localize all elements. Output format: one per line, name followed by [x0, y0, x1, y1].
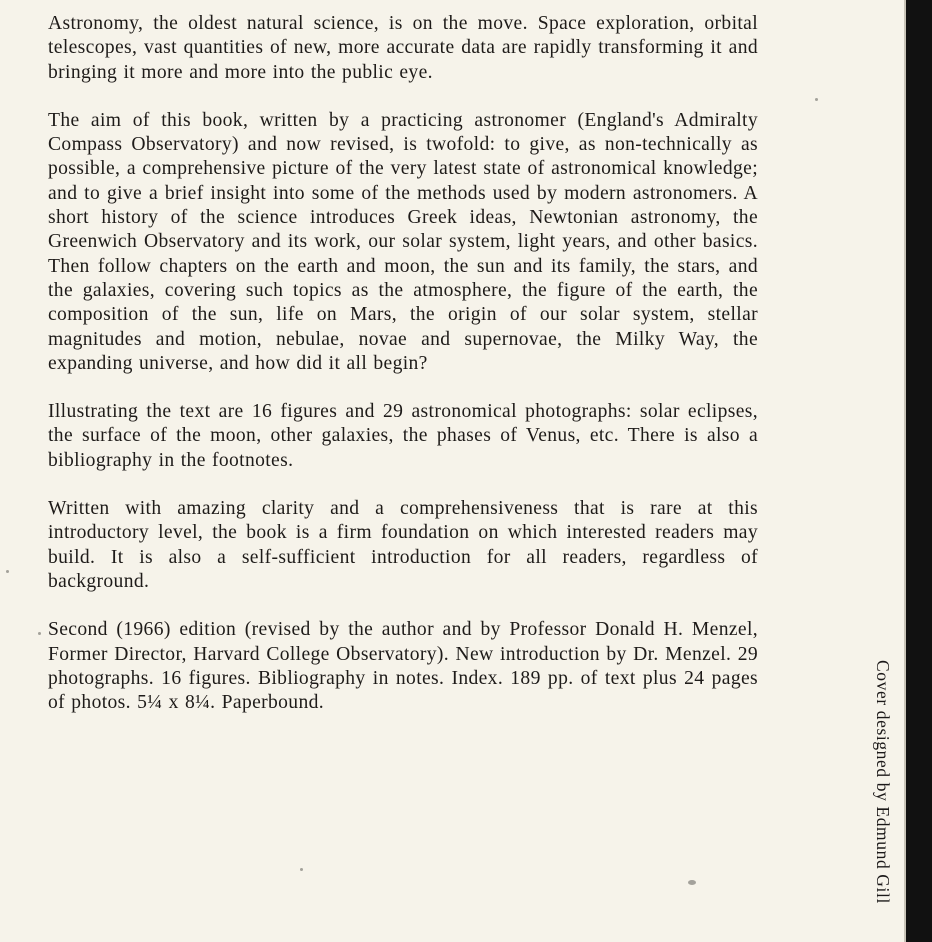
paper-speck	[6, 570, 9, 573]
spine-strip	[906, 0, 932, 942]
paragraph-illustrations: Illustrating the text are 16 figures and 29 astronomical photographs: solar eclipses, the surface of the moon, other galaxies, the phases of Venus, etc. There is also a bibliography in the footnotes.	[48, 401, 758, 471]
paragraph-edition: Second (1966) edition (revised by the author and by Professor Donald H. Menzel, Former Director, Harvard College Observatory). New introduction by Dr. Menzel. 29 photographs. 16 figures. Bibliography in notes. Index. 189 pp. of text plus 24 pages of photos. 5¼ x 8¼. Paperbound.	[48, 619, 758, 714]
paper-speck	[300, 868, 303, 871]
paper-speck	[815, 98, 818, 101]
blurb-text	[48, 12, 758, 715]
cover-designer-credit: Cover designed by Edmund Gill	[873, 660, 893, 904]
paragraph-intro: Astronomy, the oldest natural science, is on the move. Space exploration, orbital telescopes, vast quantities of new, more accurate data are rapidly transforming it and bringing it more and more into the public eye.	[48, 13, 758, 83]
paper-speck	[688, 880, 696, 885]
paragraph-aim: The aim of this book, written by a practicing astronomer (England's Admiralty Compass Observatory) and now revised, is twofold: to give, as non-technically as possible, a comprehensive picture of the very latest state of astronomical knowledge; and to give a brief insight into some of the methods used by modern astronomers. A short history of the science introduces Greek ideas, Newtonian astronomy, the Greenwich Observatory and its work, our solar system, light years, and other basics. Then follow chapters on the earth and moon, the sun and its family, the stars, and the galaxies, covering such topics as the atmosphere, the figure of the earth, the composition of the sun, life on Mars, the origin of our solar system, stellar magnitudes and motion, nebulae, novae and supernovae, the Milky Way, the expanding universe, and how did it all begin?	[48, 109, 758, 374]
paper-speck	[38, 632, 41, 635]
paragraph-clarity: Written with amazing clarity and a comprehensiveness that is rare at this introductory level, the book is a firm foundation on which interested readers may build. It is also a self-sufficient introduction for all readers, regardless of background.	[48, 498, 758, 592]
